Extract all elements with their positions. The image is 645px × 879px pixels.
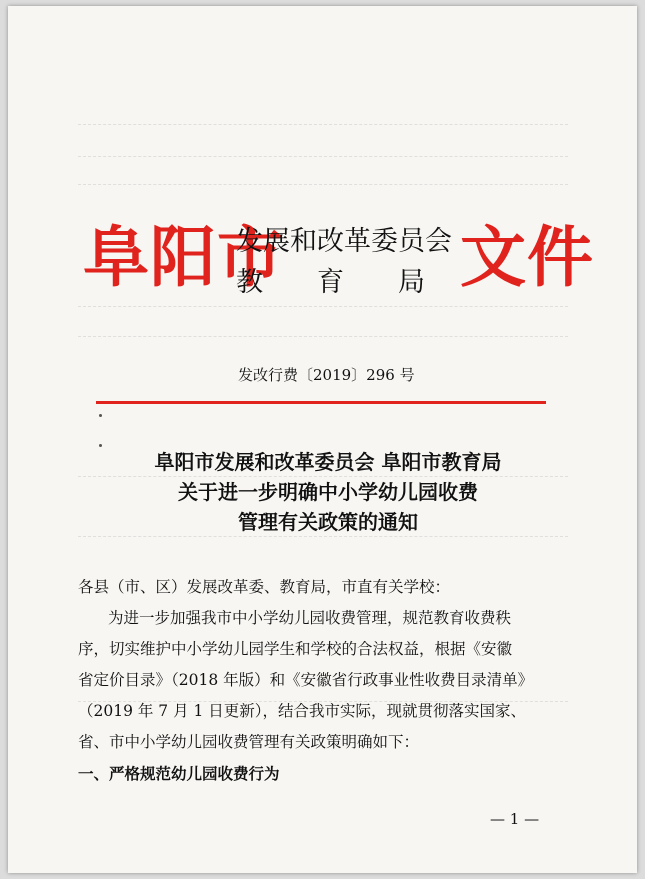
page-number: — 1 — (490, 810, 540, 828)
header-org-line2: 教 育 局 (236, 267, 425, 298)
document-number: 发改行费〔2019〕296 号 (238, 366, 415, 384)
bleed-through-line (78, 536, 568, 547)
paragraph-line: 省定价目录》（2018 年版）和《安徽省行政事业性收费目录清单》 (78, 671, 534, 689)
salutation: 各县（市、区）发展改革委、教育局，市直有关学校： (78, 578, 451, 596)
punch-mark (99, 414, 102, 417)
bleed-through-line (78, 124, 568, 135)
header-document-suffix: 文件 (460, 218, 594, 296)
bleed-through-line (78, 306, 568, 317)
bleed-through-line (78, 184, 568, 195)
title-line-2: 关于进一步明确中小学幼儿园收费 (178, 480, 478, 504)
punch-mark (99, 444, 102, 447)
title-line-3: 管理有关政策的通知 (238, 510, 418, 534)
paragraph-line: 省、市中小学幼儿园收费管理有关政策明确如下： (78, 733, 420, 751)
paragraph-line: 为进一步加强我市中小学幼儿园收费管理，规范教育收费秩 (108, 609, 512, 627)
bleed-through-line (78, 156, 568, 167)
red-separator-line (96, 401, 546, 404)
bleed-through-line (78, 336, 568, 347)
paragraph-line: （2019 年 7 月 1 日更新），结合我市实际，现就贯彻落实国家、 (78, 702, 527, 720)
paragraph-line: 序，切实维护中小学幼儿园学生和学校的合法权益，根据《安徽 (78, 640, 513, 658)
header-org-line1: 发展和改革委员会 (236, 226, 452, 257)
section-heading: 一、严格规范幼儿园收费行为 (78, 764, 280, 783)
document-page (8, 6, 637, 873)
title-line-1: 阜阳市发展和改革委员会 阜阳市教育局 (154, 450, 502, 474)
header-city: 阜阳市 (83, 218, 284, 296)
